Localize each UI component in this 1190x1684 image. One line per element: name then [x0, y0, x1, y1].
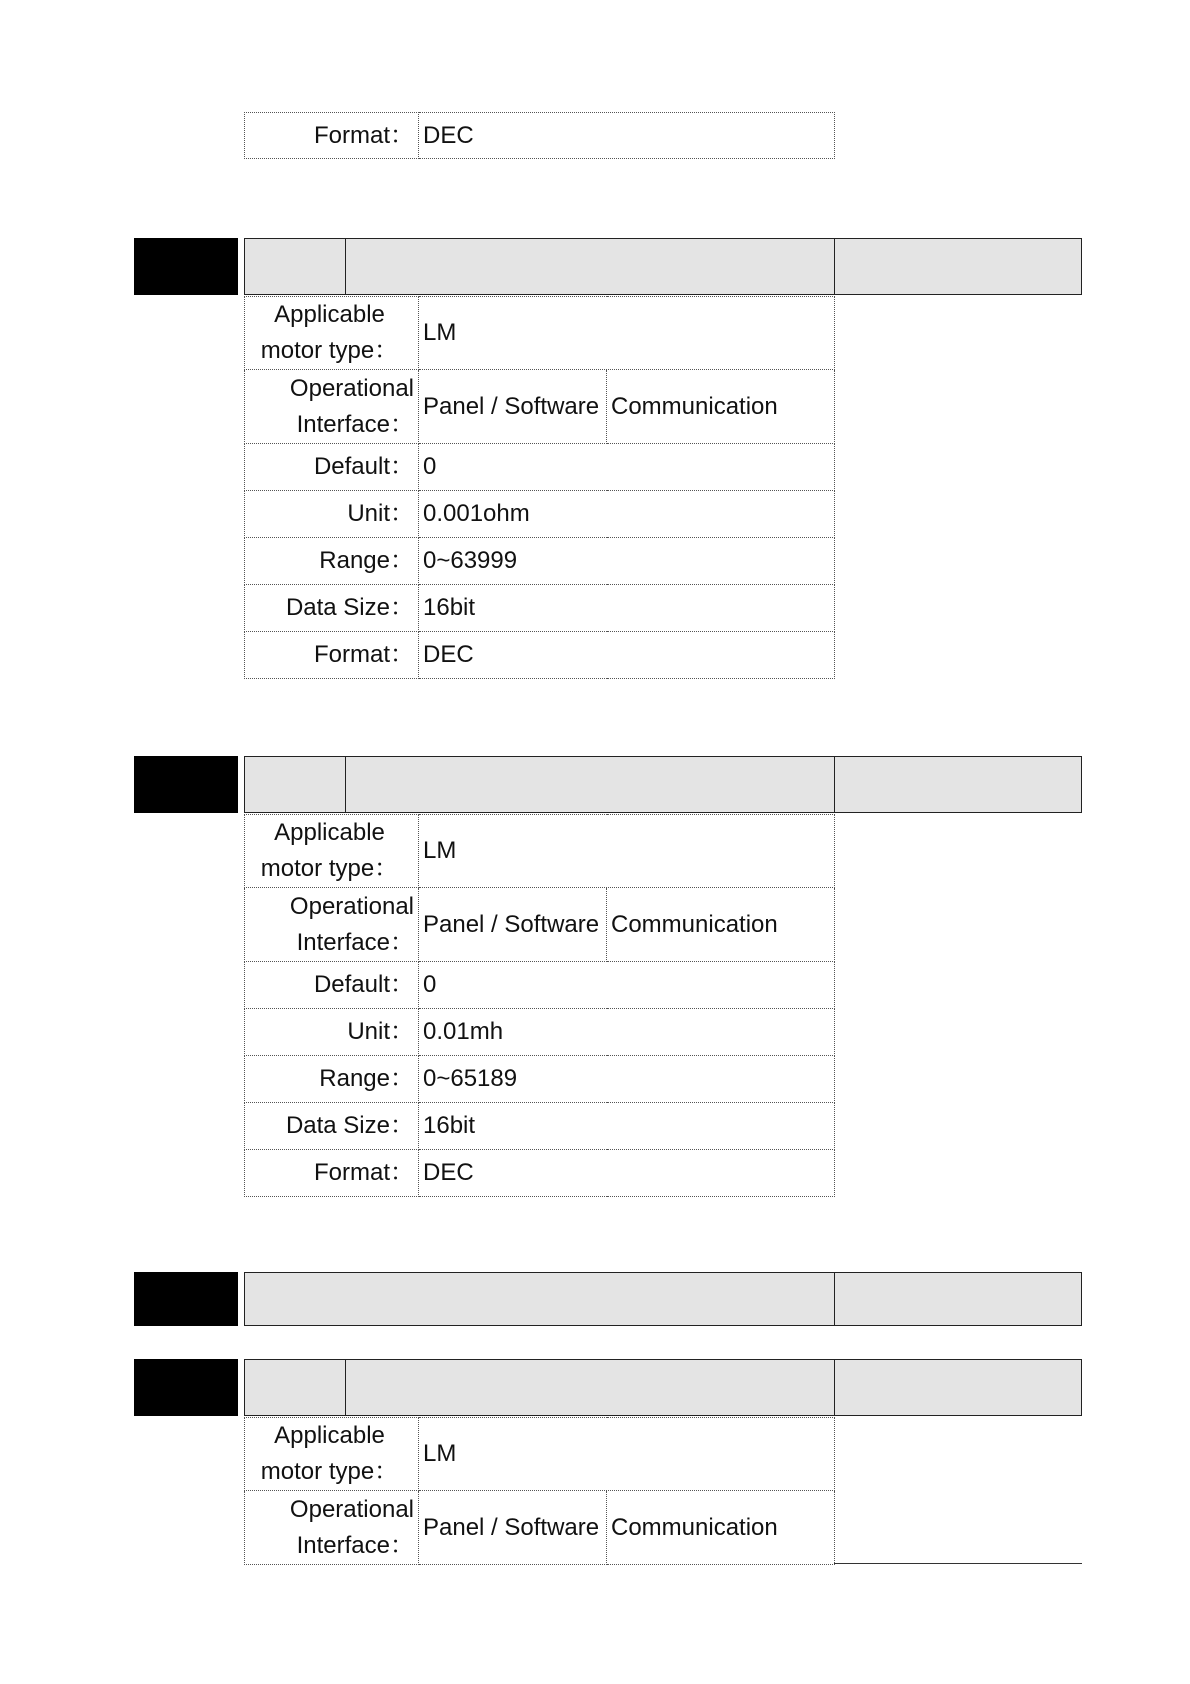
- interface-label: [245, 1491, 419, 1565]
- parameter-header-bar-3: [244, 1359, 1082, 1416]
- format-value: DEC: [419, 113, 835, 159]
- motor-type-value: LM: [419, 1418, 835, 1491]
- interface-label-line-2: Interface：: [296, 1531, 414, 1559]
- data-size-label: Data Size：: [245, 585, 419, 632]
- default-value: 0: [419, 962, 835, 1009]
- parameter-header-bar-1: [244, 238, 1082, 295]
- unit-value: 0.001ohm: [419, 491, 835, 538]
- data-size-label: Data Size：: [245, 1103, 419, 1150]
- interface-label-line-1: Operational: [289, 1495, 414, 1523]
- section-code-box: [134, 1272, 238, 1326]
- default-label: Default：: [245, 444, 419, 491]
- interface-communication: Communication: [607, 1491, 835, 1565]
- format-label: Format：: [245, 632, 419, 679]
- data-size-value: 16bit: [419, 1103, 835, 1150]
- top-format-table: [244, 112, 835, 159]
- motor-type-value: LM: [419, 297, 835, 370]
- range-value: 0~63999: [419, 538, 835, 585]
- motor-type-value: LM: [419, 815, 835, 888]
- interface-label: [245, 370, 419, 444]
- motor-type-label-line-2: motor type：: [260, 855, 399, 882]
- header-divider: [345, 757, 346, 812]
- header-divider: [834, 1273, 835, 1325]
- parameter-table-1: [244, 296, 835, 679]
- parameter-table-2: [244, 814, 835, 1197]
- motor-type-label-line-2: motor type：: [260, 1458, 399, 1485]
- motor-type-label-line-1: Applicable: [274, 301, 385, 328]
- parameter-header-bar-2: [244, 756, 1082, 813]
- interface-label-line-1: Operational: [289, 892, 414, 920]
- default-value: 0: [419, 444, 835, 491]
- interface-communication: Communication: [607, 888, 835, 962]
- data-size-value: 16bit: [419, 585, 835, 632]
- interface-label: [245, 888, 419, 962]
- interface-panel-software: Panel / Software: [419, 1491, 607, 1565]
- interface-label-line-2: Interface：: [296, 410, 414, 438]
- parameter-code-box-2: [134, 756, 238, 813]
- header-divider: [834, 757, 835, 812]
- parameter-code-box-1: [134, 238, 238, 295]
- range-label: Range：: [245, 1056, 419, 1103]
- interface-communication: Communication: [607, 370, 835, 444]
- interface-label-line-2: Interface：: [296, 928, 414, 956]
- format-label: Format：: [245, 113, 419, 159]
- parameter-table-3: [244, 1417, 835, 1565]
- interface-label-line-1: Operational: [289, 374, 414, 402]
- section-header-bar: [244, 1272, 1082, 1326]
- header-divider: [345, 239, 346, 294]
- bottom-rule: [834, 1563, 1082, 1564]
- motor-type-label: [245, 297, 419, 370]
- motor-type-label: [245, 815, 419, 888]
- unit-value: 0.01mh: [419, 1009, 835, 1056]
- format-label: Format：: [245, 1150, 419, 1197]
- motor-type-label: [245, 1418, 419, 1491]
- interface-panel-software: Panel / Software: [419, 370, 607, 444]
- header-divider: [834, 1360, 835, 1415]
- motor-type-label-line-1: Applicable: [274, 1422, 385, 1449]
- format-value: DEC: [419, 632, 835, 679]
- motor-type-label-line-2: motor type：: [260, 337, 399, 364]
- unit-label: Unit：: [245, 491, 419, 538]
- header-divider: [345, 1360, 346, 1415]
- default-label: Default：: [245, 962, 419, 1009]
- parameter-code-box-3: [134, 1359, 238, 1416]
- unit-label: Unit：: [245, 1009, 419, 1056]
- motor-type-label-line-1: Applicable: [274, 819, 385, 846]
- header-divider: [834, 239, 835, 294]
- format-value: DEC: [419, 1150, 835, 1197]
- range-value: 0~65189: [419, 1056, 835, 1103]
- interface-panel-software: Panel / Software: [419, 888, 607, 962]
- range-label: Range：: [245, 538, 419, 585]
